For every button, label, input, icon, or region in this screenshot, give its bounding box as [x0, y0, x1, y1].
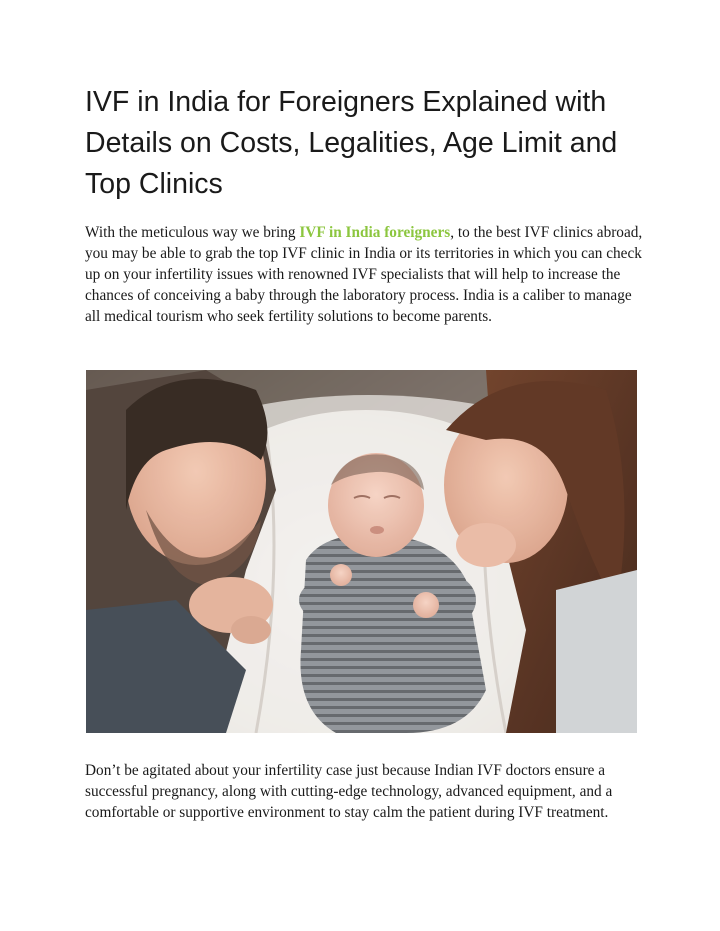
intro-text-end: , to the best IVF clinics abroad, you may be able to grab the top IVF clinic in India or its territories in which you can check up on your infertility issues with renowned IVF specialists that will help to increase the chances of conceiving a baby through the laboratory process. India is a caliber to manage all medical tourism who seek fertility solutions to become parents. — [85, 224, 643, 325]
closing-paragraph: Don’t be agitated about your infertility case just because Indian IVF doctors ensure a successful pregnancy, along with cutting-edge technology, advanced equipment, and a comfortable or supportive environment to stay calm the patient during IVF treatment. — [85, 762, 613, 821]
ivf-india-foreigners-link[interactable]: IVF in India foreigners — [299, 224, 451, 241]
intro-paragraph — [85, 222, 645, 327]
family-newborn-photo — [86, 370, 637, 733]
page-title: IVF in India for Foreigners Explained with Details on Costs, Legalities, Age Limit and Top Clinics — [85, 86, 618, 200]
intro-text-start: With the meticulous way we bring — [85, 224, 300, 241]
